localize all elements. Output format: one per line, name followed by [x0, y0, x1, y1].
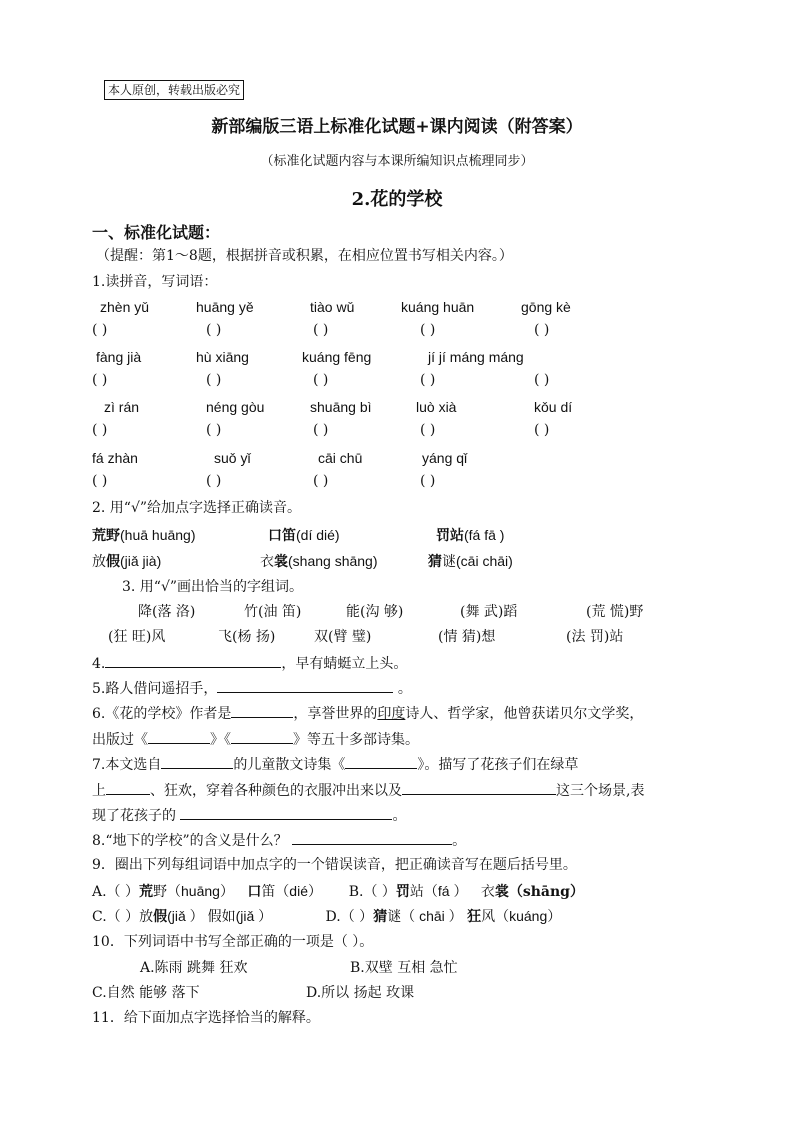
reading: 笛（dié） — [261, 883, 322, 899]
q2-item[interactable] — [268, 525, 340, 546]
dotted-char: 裳 — [274, 554, 288, 570]
answer-blank[interactable]: ( ) — [206, 372, 222, 388]
reading-options: (jiǎ jià) — [120, 553, 162, 569]
q4-text: ，早有蜻蜓立上头。 — [281, 656, 408, 672]
answer-blank[interactable]: ( ) — [92, 473, 108, 489]
answer-underline[interactable] — [231, 703, 293, 718]
reading: (jiǎ ） 假如(jiǎ ） — [167, 908, 273, 924]
q7-line2 — [92, 780, 644, 801]
answer-underline[interactable] — [231, 729, 293, 744]
answer-blank[interactable]: ( ) — [206, 322, 222, 338]
q6-line2 — [92, 729, 419, 750]
section-heading: 一、标准化试题： — [92, 223, 221, 242]
q3-item[interactable]: (情 猜)想 — [438, 629, 496, 645]
reminder-text: （提醒：第1～8题，根据拼音或积累，在相应位置书写相关内容。） — [96, 248, 513, 264]
q6-line — [92, 703, 643, 724]
q10-option-d[interactable]: D.所以 扬起 玫课 — [306, 985, 415, 1001]
q2-item[interactable] — [428, 551, 513, 572]
answer-blank[interactable]: ( ) — [313, 422, 329, 438]
q9-option-d: D.（ ） — [325, 909, 374, 925]
reading: 谜（ chāi ） — [387, 908, 463, 924]
answer-blank[interactable]: ( ) — [92, 322, 108, 338]
q4-num: 4. — [92, 656, 106, 672]
dotted-char: 猜 — [373, 909, 388, 925]
q1-label: 1.读拼音，写词语： — [92, 274, 218, 290]
q8-text: 8.“地下的学校”的含义是什么？ — [92, 833, 288, 849]
reading-options: (cāi chāi) — [456, 553, 513, 569]
q6-text: 》《 — [210, 732, 231, 748]
pinyin: kuáng fēng — [302, 349, 372, 365]
answer-blank[interactable]: ( ) — [92, 422, 108, 438]
q3-item[interactable]: (狂 旺)风 — [108, 629, 166, 645]
reading: 野（huāng） — [153, 883, 234, 899]
dotted-char: 罚 — [395, 884, 410, 900]
q9-option-c: C.（ ）放 — [92, 909, 154, 925]
answer-blank[interactable]: ( ) — [420, 473, 436, 489]
q7-text: 这三个场景,表 — [556, 783, 645, 799]
answer-blank[interactable]: ( ) — [206, 473, 222, 489]
q7-text: 7.本文选自 — [92, 757, 162, 773]
answer-blank[interactable]: ( ) — [534, 322, 550, 338]
answer-blank[interactable]: ( ) — [313, 372, 329, 388]
q10-option-b[interactable]: B.双壁 互相 急忙 — [350, 960, 458, 976]
reading-options: (fá fā ) — [464, 527, 505, 543]
answer-blank[interactable]: ( ) — [534, 372, 550, 388]
dotted-char: 荒 — [139, 884, 154, 900]
answer-blank[interactable]: ( ) — [420, 372, 436, 388]
pinyin: cāi chū — [318, 450, 363, 466]
q6-text: ，享誉世界的 — [293, 706, 378, 722]
q2-label: 2. 用“√”给加点字选择正确读音。 — [92, 500, 302, 516]
dotted-char: 口 — [247, 884, 262, 900]
pinyin: néng gòu — [206, 399, 265, 415]
pinyin: kuáng huān — [401, 299, 475, 315]
q8-end: 。 — [452, 833, 467, 849]
q4-line — [92, 653, 407, 674]
q3-item[interactable]: 飞(杨 扬) — [218, 629, 276, 645]
q6-text: 6.《花的学校》作者是 — [92, 706, 232, 722]
q10-option-c[interactable]: C.自然 能够 落下 — [92, 985, 200, 1001]
q10-option-a[interactable]: A.陈雨 跳舞 狂欢 — [140, 960, 248, 976]
q8-line — [92, 830, 466, 851]
answer-underline[interactable] — [148, 729, 210, 744]
answer-blank[interactable]: ( ) — [206, 422, 222, 438]
q10-label: 10．下列词语中书写全部正确的一项是（ ）。 — [92, 934, 374, 950]
q5-end: 。 — [397, 681, 412, 697]
page-subtitle: （标准化试题内容与本课所编知识点梳理同步） — [260, 154, 534, 169]
answer-underline[interactable] — [402, 780, 556, 795]
dotted-char: 口 — [268, 528, 282, 544]
pinyin: tiào wǔ — [310, 299, 355, 315]
answer-blank[interactable]: ( ) — [92, 372, 108, 388]
dotted-char: 站 — [450, 528, 464, 544]
answer-underline[interactable] — [105, 653, 281, 668]
q9-option-b: B.（ ） — [348, 884, 396, 900]
plain-char: 谜 — [442, 554, 456, 570]
q3-item[interactable]: (舞 武)蹈 — [460, 604, 518, 620]
answer-underline[interactable] — [345, 754, 417, 769]
pinyin: yáng qǐ — [422, 450, 468, 466]
q3-item[interactable]: 能(沟 够) — [346, 604, 404, 620]
q7-line3 — [92, 805, 406, 826]
answer-underline[interactable] — [292, 830, 452, 845]
pinyin: zì rán — [104, 399, 140, 415]
q9-line[interactable] — [92, 881, 584, 902]
pinyin: suǒ yǐ — [214, 450, 251, 466]
pinyin: zhèn yǔ — [100, 299, 150, 315]
q9-option-a: A.（ ） — [92, 884, 140, 900]
answer-underline[interactable] — [180, 805, 392, 820]
pinyin: shuāng bì — [310, 399, 372, 415]
plain-char: 放 — [92, 554, 106, 570]
dotted-char: 狂 — [467, 909, 482, 925]
q3-item[interactable]: (法 罚)站 — [566, 629, 624, 645]
q3-label: 3. 用“√”画出恰当的字组词。 — [122, 579, 304, 595]
q6-text: 诗人、哲学家，他曾获诺贝尔文学奖， — [405, 706, 644, 722]
q9-label: 9．圈出下列每组词语中加点字的一个错误读音，把正确读音写在题后括号里。 — [92, 857, 577, 873]
q2-item[interactable] — [92, 525, 196, 546]
pinyin: fàng jià — [96, 349, 142, 365]
reading: 风（kuáng） — [481, 908, 562, 924]
answer-underline[interactable] — [106, 780, 150, 795]
reading-options: (huā huāng) — [120, 527, 196, 543]
q2-item[interactable] — [260, 551, 378, 572]
q2-item[interactable] — [436, 525, 504, 546]
answer-blank[interactable]: ( ) — [420, 322, 436, 338]
q7-text: 上 — [92, 783, 106, 799]
q3-item[interactable]: 降(落 洛) — [138, 604, 196, 620]
pinyin: luò xià — [416, 399, 457, 415]
answer-blank[interactable]: ( ) — [313, 473, 329, 489]
pinyin: jí jí máng máng — [428, 349, 524, 365]
q5-line — [92, 678, 412, 699]
dotted-char: 荒 — [92, 528, 106, 544]
q3-item[interactable]: 竹(油 笛) — [244, 604, 302, 620]
dotted-char: 假 — [153, 909, 168, 925]
q5-text: 5.路人借问遥招手， — [92, 681, 218, 697]
q7-text: 。 — [392, 808, 407, 824]
dotted-char: 裳（shāng） — [494, 884, 584, 900]
q9-line2[interactable] — [92, 906, 561, 927]
q6-text: 》等五十多部诗集。 — [293, 732, 419, 748]
pinyin: fá zhàn — [92, 450, 138, 466]
pinyin: kǒu dí — [534, 399, 573, 415]
q2-item[interactable] — [92, 551, 161, 572]
answer-underline[interactable] — [161, 754, 233, 769]
answer-blank[interactable]: ( ) — [313, 322, 329, 338]
q3-item[interactable]: (荒 慌)野 — [586, 604, 644, 620]
copyright-stamp: 本人原创，转载出版必究 — [104, 80, 244, 100]
dotted-char: 笛 — [282, 528, 296, 544]
q3-item[interactable]: 双(臂 璧) — [314, 629, 372, 645]
answer-blank[interactable]: ( ) — [534, 422, 550, 438]
q6-underlined: 印度 — [377, 706, 406, 722]
dotted-char: 猜 — [428, 554, 442, 570]
pinyin: gōng kè — [521, 299, 571, 315]
pinyin: huāng yě — [196, 299, 254, 315]
q7-text: 、狂欢，穿着各种颜色的衣服冲出来以及 — [150, 783, 402, 799]
plain-char: 衣 — [260, 554, 274, 570]
lesson-title: 2.花的学校 — [351, 189, 443, 210]
answer-blank[interactable]: ( ) — [420, 422, 436, 438]
page-title: 新部编版三语上标准化试题+课内阅读（附答案） — [211, 117, 583, 137]
q7-line — [92, 754, 578, 775]
dotted-char: 假 — [106, 554, 120, 570]
reading-options: (shang shāng) — [288, 553, 378, 569]
q6-text: 出版过《 — [92, 732, 148, 748]
pinyin: hù xiāng — [196, 349, 249, 365]
q11-label: 11．给下面加点字选择恰当的解释。 — [92, 1010, 320, 1026]
answer-underline[interactable] — [217, 678, 393, 693]
dotted-char: 罚 — [436, 528, 450, 544]
dotted-char: 野 — [106, 528, 120, 544]
plain-char: 衣 — [480, 884, 495, 900]
q7-text: 》。描写了花孩子们在绿草 — [417, 757, 579, 773]
reading-options: (dí dié) — [296, 527, 340, 543]
q7-text: 的儿童散文诗集《 — [233, 757, 346, 773]
q7-text: 现了花孩子的 — [92, 808, 176, 824]
reading: 站（fá ） — [409, 883, 468, 899]
